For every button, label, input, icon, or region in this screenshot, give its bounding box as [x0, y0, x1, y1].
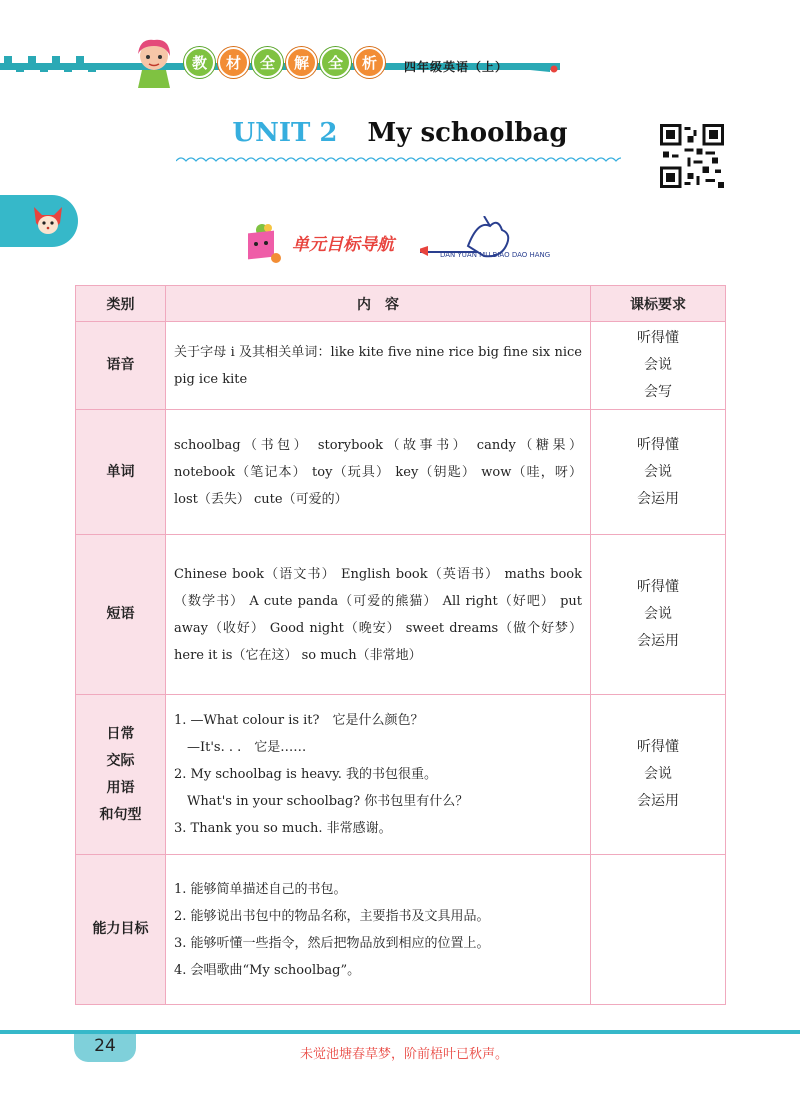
section-banner [236, 212, 566, 272]
grade-label: 四年级英语（上） [404, 60, 509, 74]
row-requirement-line: 听得懂 [637, 436, 679, 453]
row-requirement-line: 会说 [644, 606, 672, 622]
section-subtitle: DAN YUAN MU BIAO DAO HANG [440, 251, 551, 259]
row-content-line: 3. Thank you so much. 非常感谢。 [174, 821, 392, 836]
row-content-line: What's in your schoolbag? 你书包里有什么？ [174, 794, 469, 809]
row-content-line: —It's. . . 它是…… [174, 740, 307, 755]
row-requirement [591, 855, 726, 1005]
row-content-line: 4. 会唱歌曲“My schoolbag”。 [174, 962, 361, 978]
series-title-char: 材 [218, 47, 249, 78]
row-requirement [591, 322, 726, 410]
row-category [76, 695, 166, 855]
row-requirement [591, 535, 726, 695]
row-content-line: 2. My schoolbag is heavy. 我的书包很重。 [174, 767, 437, 782]
series-title [184, 47, 385, 78]
row-content-line: schoolbag（书包） storybook（故事书） candy（糖果） notebook（笔记本） toy（玩具） key（钥匙） wow（哇，呀） lost（丢失） cute（可爱的） [174, 437, 582, 507]
table-row [76, 322, 726, 410]
row-category-line: 日常 [106, 725, 135, 742]
row-content-line: 3. 能够听懂一些指令，然后把物品放到相应的位置上。 [174, 935, 490, 951]
table-row [76, 410, 726, 535]
row-content-line: 1. —What colour is it? 它是什么颜色？ [174, 713, 424, 728]
girl-mascot-icon [130, 36, 178, 88]
row-category-line: 语音 [106, 357, 135, 373]
table-row [76, 695, 726, 855]
row-category [76, 322, 166, 410]
row-requirement-line: 会运用 [637, 793, 679, 809]
box-character-icon [242, 222, 282, 266]
row-requirement [591, 695, 726, 855]
series-title-char: 全 [320, 47, 351, 78]
row-category-line: 短语 [106, 606, 135, 622]
row-content-line: 关于字母 i 及其相关单词：like kite five nine rice big fine six nice pig ice kite [174, 344, 582, 387]
row-content [166, 855, 591, 1005]
row-category-line: 和句型 [99, 806, 142, 823]
row-content-line: 2. 能够说出书包中的物品名称，主要指书及文具用品。 [174, 908, 490, 924]
side-tab [0, 195, 78, 247]
row-requirement-line: 会运用 [637, 490, 679, 507]
series-title-char: 解 [286, 47, 317, 78]
row-requirement-line: 会写 [644, 384, 672, 400]
row-requirement-line: 会说 [644, 357, 672, 373]
row-content-line: Chinese book（语文书） English book（英语书） maths book（数学书） A cute panda（可爱的熊猫） All right（好吧） put away（收好） Good night（晚安） sweet dreams（做个好梦） here it is（它在这） so much（非常地） [174, 566, 582, 663]
row-requirement-line: 会说 [644, 463, 672, 480]
row-requirement-line: 听得懂 [637, 579, 679, 595]
header-requirement: 课标要求 [591, 286, 726, 322]
unit-goals-table [75, 285, 726, 1005]
row-category [76, 535, 166, 695]
row-category [76, 855, 166, 1005]
row-requirement-line: 听得懂 [637, 330, 679, 346]
row-content-line: 1. 能够简单描述自己的书包。 [174, 881, 347, 897]
header-content: 内 容 [166, 286, 591, 322]
footer-quote: 未觉池塘春草梦，阶前梧叶已秋声。 [300, 1047, 509, 1062]
row-category-line: 单词 [106, 463, 135, 480]
row-category [76, 410, 166, 535]
table-row [76, 535, 726, 695]
row-content [166, 535, 591, 695]
unit-number: UNIT 2 [232, 118, 338, 148]
fox-face-icon [32, 203, 64, 239]
row-category-line: 能力目标 [92, 921, 149, 937]
qr-code-icon[interactable] [660, 124, 724, 188]
row-requirement-line: 听得懂 [637, 739, 679, 755]
wave-divider [176, 155, 621, 167]
section-title: 单元目标导航 [292, 235, 394, 255]
row-requirement-line: 会说 [644, 766, 672, 782]
pencil-icon [520, 65, 560, 73]
row-content [166, 322, 591, 410]
row-content [166, 410, 591, 535]
row-content [166, 695, 591, 855]
row-category-line: 用语 [106, 779, 135, 796]
row-category-line: 交际 [106, 752, 135, 769]
table-header-row [76, 286, 726, 322]
header-banner [0, 30, 800, 90]
unit-name: My schoolbag [367, 118, 568, 148]
table-row [76, 855, 726, 1005]
row-requirement-line: 会运用 [637, 633, 679, 649]
series-title-char: 教 [184, 47, 215, 78]
series-title-char: 析 [354, 47, 385, 78]
header-category: 类别 [76, 286, 166, 322]
series-title-char: 全 [252, 47, 283, 78]
page-number: 24 [94, 1036, 116, 1056]
row-requirement [591, 410, 726, 535]
